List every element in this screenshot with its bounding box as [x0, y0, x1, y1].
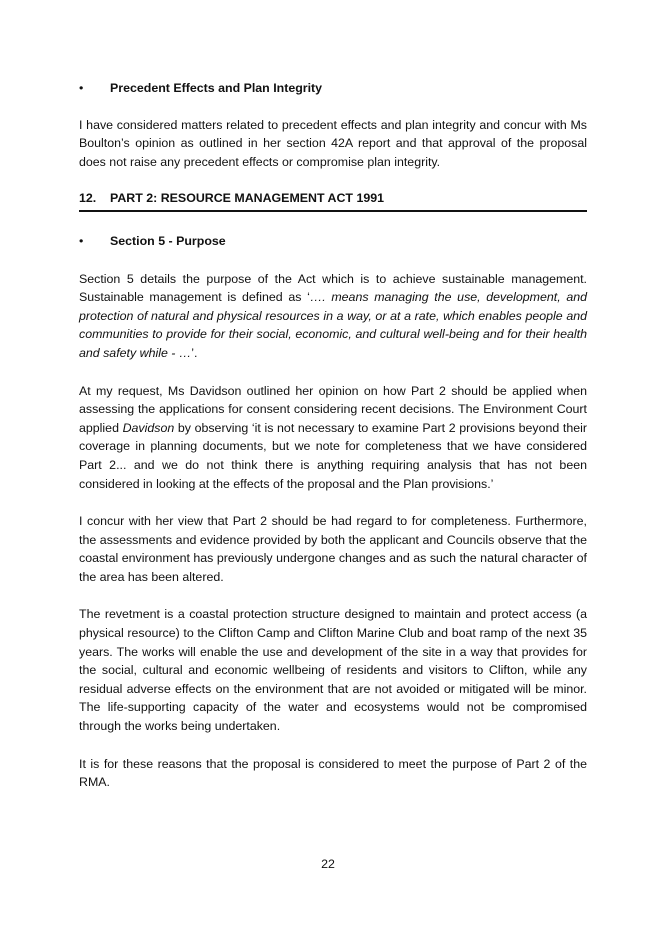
bullet-icon: • [79, 233, 84, 248]
case-name: Davidson [122, 420, 175, 435]
revetment-paragraph: The revetment is a coastal protection structure designed to maintain and protect access (a physical resource) to the Clifton Camp and Clifton Marine Club and boat ramp of the next 35 years. The works will enable the use and development of the site in a way that provides for the social, cultural and economic wellbeing of residents and visitors to Clifton, while any residual adverse effects on the environment that are not avoided or mitigated will be minor. The life-supporting capacity of the water and ecosystems would not be compromised through the works being undertaken. [79, 607, 587, 734]
section-number: 12. [79, 191, 97, 206]
davidson-paragraph [79, 382, 587, 494]
precedent-heading [79, 79, 587, 98]
conclusion-paragraph: It is for these reasons that the proposal is considered to meet the purpose of Part 2 of the RMA. [79, 756, 587, 790]
davidson-paragraph-rest: by observing ‘it is not necessary to examine Part 2 provisions beyond their coverage in planning documents, but we note for completeness that we have considered Part 2... and we do not think there is anything requiring analysis that has not been considered in looking at the effects of the proposal and the Plan provisions.’ [79, 420, 588, 491]
davidson-paragraph-start: At my request, Ms Davidson outlined her opinion on how Part 2 should be applied when assessing the applications for consent considering recent decisions. The Environment Court applied [79, 383, 587, 435]
purpose-definition-quote: …. means managing the use, development, and protection of natural and physical resources in a way, or at a rate, which enables people and communities to provide for their social, economic, and cultural well-being and for their health and safety while - … [79, 290, 587, 360]
purpose-paragraph [79, 270, 587, 363]
precedent-paragraph: I have considered matters related to precedent effects and plan integrity and concur with Ms Boulton’s opinion as outlined in her section 42A report and that approval of the proposal does not raise any precedent effects or compromise plan integrity. [79, 117, 587, 169]
purpose-end: ’. [191, 345, 198, 360]
document-page [79, 79, 587, 792]
section5-heading-text: Section 5 - Purpose [110, 233, 226, 248]
precedent-heading-text: Precedent Effects and Plan Integrity [110, 81, 323, 95]
bullet-icon: • [79, 81, 84, 95]
concur-paragraph: I concur with her view that Part 2 should be had regard to for completeness. Furthermore, the assessments and evidence provided by both the applicant and Councils observe that the coastal environment has previously undergone changes and as such the natural character of the area has been altered. [79, 514, 587, 584]
section-title: PART 2: RESOURCE MANAGEMENT ACT 1991 [110, 191, 385, 206]
section5-heading [79, 232, 587, 251]
purpose-intro: Section 5 details the purpose of the Act which is to achieve sustainable management. Sustainable management is defined as ‘ [79, 271, 587, 305]
part2-section-heading [79, 189, 587, 212]
page-number: 22 [321, 857, 335, 871]
